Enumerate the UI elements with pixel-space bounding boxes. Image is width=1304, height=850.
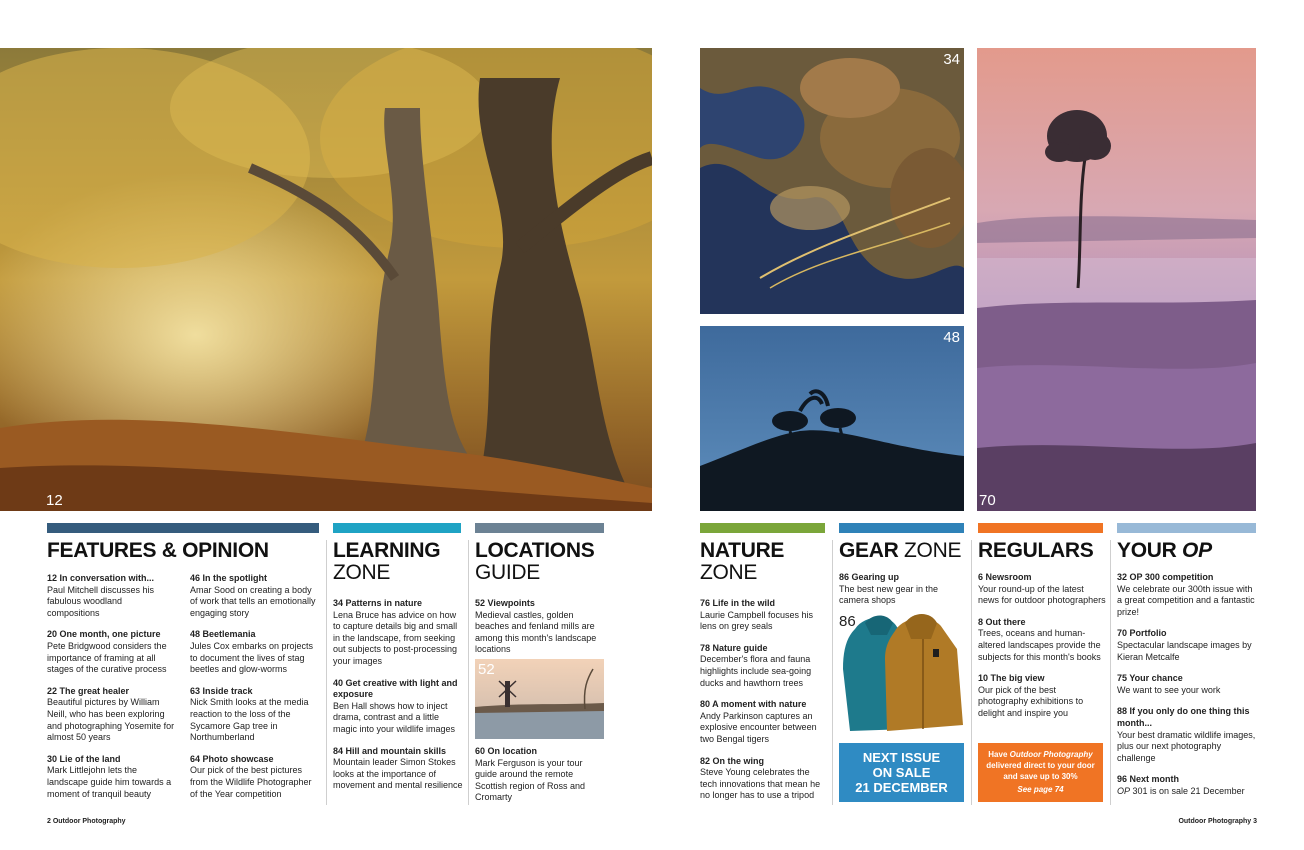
gear-section — [839, 540, 967, 607]
gear-bar — [839, 523, 964, 533]
contents-entry[interactable]: 10 The big view Our pick of the best photography exhibitions to delight and inspire you — [978, 673, 1084, 718]
page-number-label: 70 — [979, 492, 996, 509]
contents-entry[interactable]: 6 Newsroom Your round-up of the latest news for outdoor photographers — [978, 572, 1106, 606]
features-bar — [47, 523, 319, 533]
locations-section-lower — [475, 746, 607, 804]
locations-bar — [475, 523, 604, 533]
contents-entry[interactable]: 52 Viewpoints Medieval castles, golden beaches and fenland mills are among this month's landscape locations — [475, 598, 597, 655]
features-heading: FEATURES & OPINION — [47, 539, 269, 562]
page-number-label: 86 — [839, 613, 856, 630]
contents-entry[interactable]: 84 Hill and mountain skills Mountain leader Simon Stokes looks at the importance of movement and mental resilience — [333, 745, 463, 791]
column-divider — [832, 540, 833, 805]
contents-entry[interactable]: 64 Photo showcase Our pick of the best pictures from the Wildlife Photographer of the Year competition — [190, 753, 312, 799]
contents-entry[interactable]: 82 On the wing Steve Young celebrates the tech innovations that mean he no longer has to use a tripod — [700, 755, 821, 801]
your-op-bar — [1117, 523, 1256, 533]
column-divider — [971, 540, 972, 805]
gear-heading: GEAR ZONE — [839, 539, 962, 562]
page-number-label: 48 — [943, 329, 960, 346]
oak-leaves-photo — [700, 48, 964, 314]
contents-entry[interactable]: 48 Beetlemania Jules Cox embarks on projects to document the lives of stag beetles and glow-worms — [190, 629, 314, 675]
nature-section — [700, 540, 828, 802]
contents-entry[interactable]: 60 On location Mark Ferguson is your tour guide around the remote Scottish region of Ross and Cromarty — [475, 746, 586, 803]
subscription-offer[interactable]: Have Outdoor Photography delivered direct to your door and save up to 30% See page 74 — [978, 743, 1103, 802]
page-number-label: 12 — [46, 492, 63, 509]
jackets-thumbnail — [835, 609, 967, 739]
regulars-bar — [978, 523, 1103, 533]
next-issue-banner: NEXT ISSUE ON SALE 21 DECEMBER — [839, 743, 964, 802]
contents-entry[interactable]: 88 If you only do one thing this month... Your best dramatic wildlife images, plus our next photography challenge — [1117, 706, 1256, 763]
contents-entry[interactable]: 30 Lie of the land Mark Littlejohn lets the landscape guide him towards a moment of tranquil beauty — [47, 753, 172, 799]
contents-entry[interactable]: 34 Patterns in nature Lena Bruce has advice on how to capture details big and small in the landscape, from seeking out subjects to post-processing your images — [333, 598, 458, 666]
contents-entry[interactable]: 40 Get creative with light and exposure Ben Hall shows how to inject drama, contrast and a little magic into your wildlife images — [333, 677, 458, 734]
lone-tree-heather-photo — [977, 48, 1256, 511]
locations-section — [475, 540, 607, 656]
column-divider — [326, 540, 327, 805]
stag-beetles-photo — [700, 326, 964, 511]
nature-heading: NATURE ZONE — [700, 539, 785, 584]
page-number-label: 52 — [478, 661, 495, 678]
features-column-1 — [47, 573, 177, 800]
fenland-mill-thumbnail — [475, 659, 604, 739]
page-number-label: 34 — [943, 51, 960, 68]
left-folio: 2 Outdoor Photography — [47, 818, 126, 825]
contents-entry[interactable]: 46 In the spotlight Amar Sood on creating a body of work that tells an emotionally engaging story — [190, 573, 316, 618]
right-folio: Outdoor Photography 3 — [1178, 818, 1257, 825]
contents-entry[interactable]: 12 In conversation with... Paul Mitchell discusses his fabulous woodland compositions — [47, 573, 155, 618]
locations-heading: LOCATIONS GUIDE — [475, 539, 595, 584]
contents-entry[interactable]: 63 Inside track Nick Smith looks at the media reaction to the loss of the Sycamore Gap tree in Northumberland — [190, 685, 309, 743]
your-op-section — [1117, 540, 1257, 798]
regulars-section — [978, 540, 1106, 720]
regulars-heading: REGULARS — [978, 539, 1094, 562]
contents-entry[interactable]: 70 Portfolio Spectacular landscape images by Kieran Metcalfe — [1117, 628, 1252, 662]
contents-entry[interactable]: 96 Next month OP 301 is on sale 21 December — [1117, 774, 1245, 796]
features-column-2 — [190, 573, 320, 800]
contents-entry[interactable]: 32 OP 300 competition We celebrate our 300th issue with a great competition and a fantastic prize! — [1117, 572, 1255, 617]
contents-entry[interactable]: 22 The great healer Beautiful pictures by William Neill, who has been exploring and photographing Yosemite for almost 50 years — [47, 685, 175, 743]
main-woodland-photo — [0, 48, 652, 511]
contents-entry[interactable]: 20 One month, one picture Pete Bridgwood considers the importance of framing at all stages of the curative process — [47, 629, 167, 675]
learning-section — [333, 540, 465, 792]
contents-entry[interactable]: 8 Out there Trees, oceans and human-altered landscapes provide the subjects for this month's books — [978, 616, 1101, 662]
features-section — [47, 540, 322, 562]
learning-bar — [333, 523, 461, 533]
contents-entry[interactable]: 86 Gearing up The best new gear in the camera shops — [839, 572, 939, 606]
contents-entry[interactable]: 78 Nature guide December's flora and fauna highlights include sea-going ducks and hawthorn trees — [700, 642, 812, 688]
contents-entry[interactable]: 76 Life in the wild Laurie Campbell focuses his lens on grey seals — [700, 598, 814, 632]
nature-bar — [700, 523, 825, 533]
contents-entry[interactable]: 80 A moment with nature Andy Parkinson captures an explosive encounter between two Bengal tigers — [700, 699, 817, 744]
learning-heading: LEARNING ZONE — [333, 539, 441, 584]
contents-entry[interactable]: 75 Your chance We want to see your work — [1117, 673, 1221, 695]
column-divider — [468, 540, 469, 805]
your-op-heading: YOUR OP — [1117, 539, 1212, 562]
column-divider — [1110, 540, 1111, 805]
